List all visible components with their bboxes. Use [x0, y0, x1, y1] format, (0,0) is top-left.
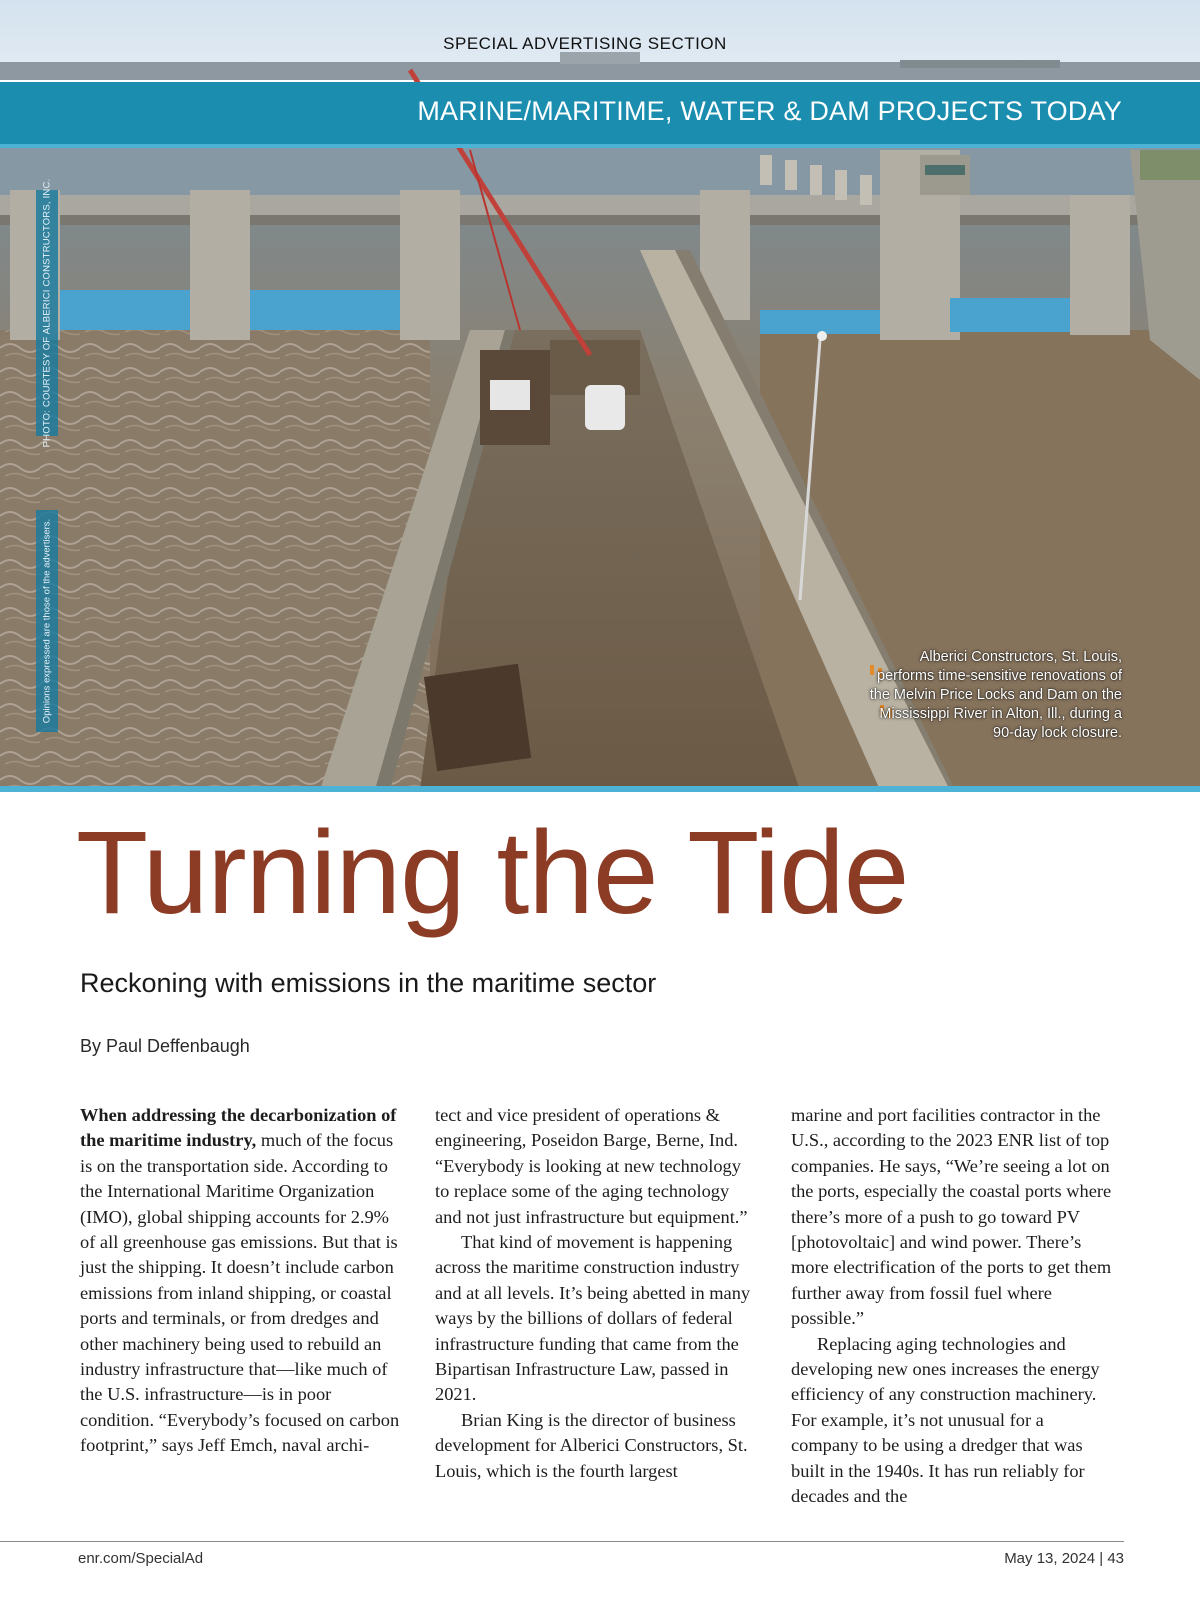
banner-title: MARINE/MARITIME, WATER & DAM PROJECTS TODAY [417, 96, 1122, 126]
paragraph: That kind of movement is happening across the maritime construction industry and at all levels. It’s being abetted in many ways by the billions of dollars of federal infrastructure funding that came from the Bipartisan Infrastructure Law, passed in 2021. [435, 1232, 751, 1405]
article-byline: By Paul Deffenbaugh [80, 1036, 250, 1056]
advertiser-disclaimer [36, 510, 58, 732]
accent-divider [0, 786, 1200, 792]
paragraph-text: much of the focus is on the transportation side. According to the International Maritime Organization (IMO), global shipping accounts for 2.9% of all greenhouse gas emissions. But that is just the shipping. It doesn’t include carbon emissions from inland shipping, or coastal ports and terminals, or from dredges and other machinery being used to rebuild an industry infrastructure that—like much of the U.S. infrastructure—is in poor condition. “Everybody’s focused on carbon footprint,” says Jeff Emch, naval archi- [80, 1130, 400, 1456]
paragraph: Replacing aging technologies and developing new ones increases the energy efficiency of any construction machinery. For example, it’s not unusual for a company to be using a dredger that was built in the 1940s. It has run reliably for decades and the [791, 1333, 1100, 1507]
photo-caption: Alberici Constructors, St. Louis, performs time-sensitive renovations of the Melvin Price Locks and Dam on the Mississippi River in Alton, Ill., during a 90-day lock closure. [869, 649, 1122, 741]
article-column-3 [791, 1103, 1113, 1510]
footer-url[interactable]: enr.com/SpecialAd [78, 1550, 204, 1567]
paragraph: Brian King is the director of business development for Alberici Constructors, St. Louis, which is the fourth largest [435, 1409, 748, 1481]
paragraph [80, 1103, 402, 1459]
footer-date-page: May 13, 2024 | 43 [1004, 1550, 1124, 1567]
special-advertising-section-label: SPECIAL ADVERTISING SECTION [443, 34, 727, 53]
article-headline: Turning the Tide [76, 807, 909, 939]
article-deck: Reckoning with emissions in the maritime sector [80, 968, 657, 998]
section-banner [0, 82, 1200, 148]
lead-in: When addressing the decarbonization of the maritime industry, [80, 1105, 397, 1151]
article-column-2 [435, 1103, 757, 1484]
paragraph: tect and vice president of operations & engineering, Poseidon Barge, Berne, Ind. “Everybody is looking at new technology to replace some of the aging technology and not just infrastructure but equipment.” [435, 1105, 748, 1227]
article-column-1 [80, 1103, 402, 1459]
paragraph: marine and port facilities contractor in the U.S., according to the 2023 ENR list of top companies. He says, “We’re seeing a lot on the ports, especially the coastal ports where there’s more of a push to go toward PV [photovoltaic] and wind power. There’s more electrification of the ports to get them further away from fossil fuel where possible.” [791, 1105, 1112, 1329]
footer-divider [0, 1541, 1124, 1542]
advertiser-disclaimer-text: Opinions expressed are those of the advertisers. [41, 518, 53, 724]
photo-credit [36, 178, 58, 448]
photo-credit-text: PHOTO: COURTESY OF ALBERICI CONSTRUCTORS, INC. [41, 178, 53, 448]
